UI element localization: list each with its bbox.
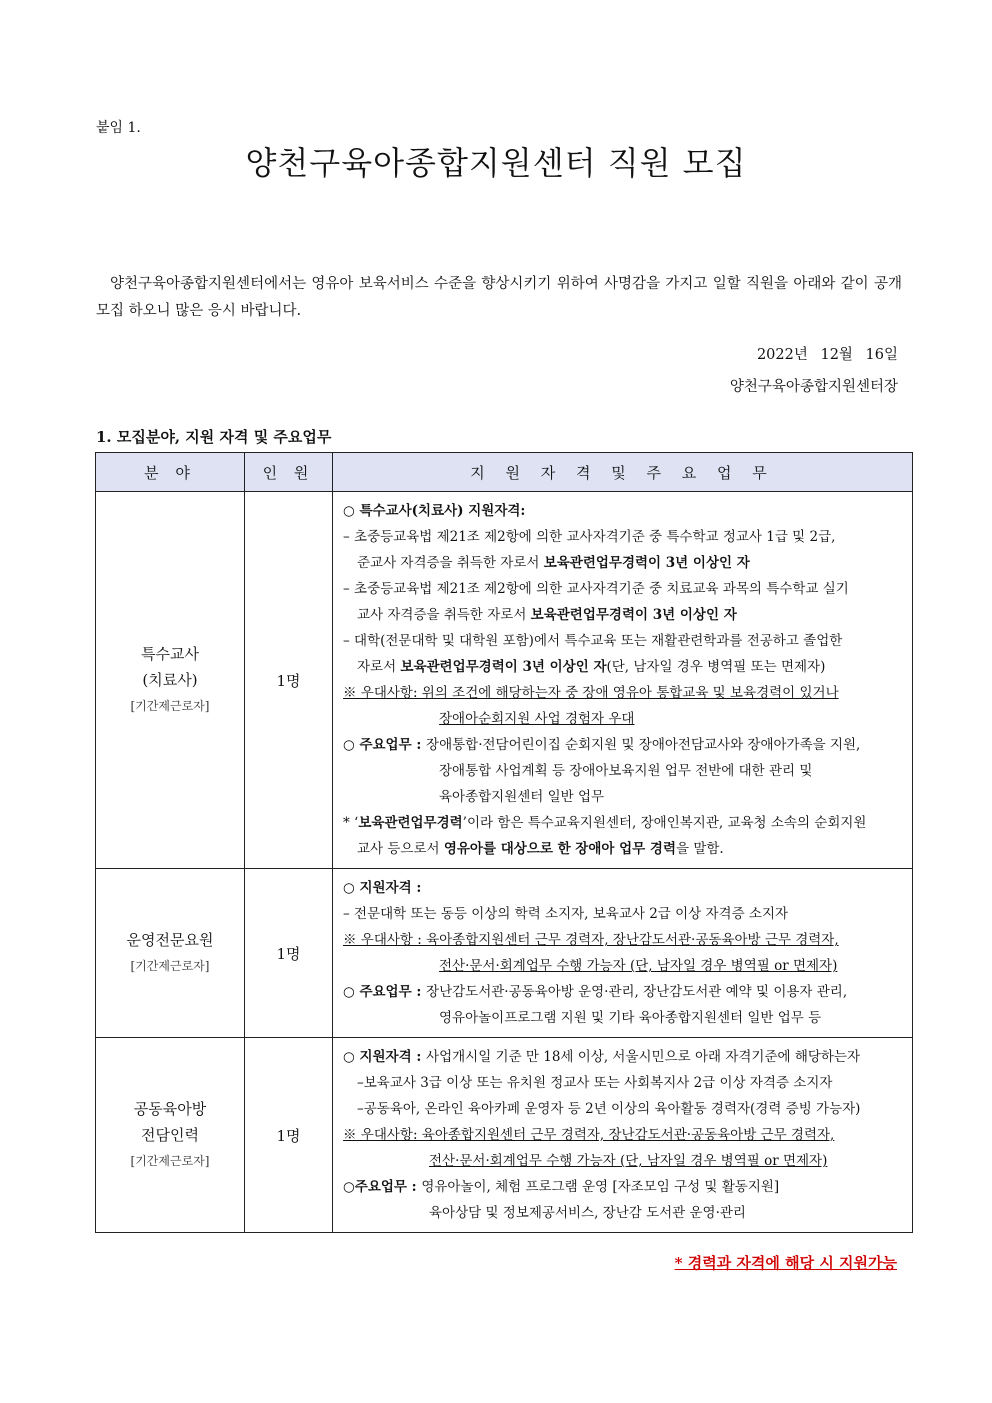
emphasis-text: 보육관련업무경력 [358,815,463,831]
qualification-cell [333,869,913,1038]
qualification-line: – 초중등교육법 제21조 제2항에 의한 교사자격기준 중 특수학교 정교사 1급 및 2급, [343,529,836,545]
text: 을 말함. [676,841,724,857]
duty-label: ○ 주요업무 : [343,984,427,1000]
duty-text: 장난감도서관·공동육아방 운영·관리, 장난감도서관 예약 및 이용자 관리, [426,984,848,1000]
preference-line: ※ 우대사항: 육아종합지원센터 근무 경력자, 장난감도서관·공동육아방 근무 경력자, [343,1127,835,1143]
qualification-cell [333,492,913,869]
field-name: 운영전문요원 [126,931,214,949]
note-line [343,810,906,836]
text: 사업개시일 기준 만 18세 이상, 서울시민으로 아래 자격기준에 해당하는자 [426,1049,861,1065]
intro-paragraph: 양천구육아종합지원센터에서는 영유아 보육서비스 수준을 향상시키기 위하여 사명감을 가지고 일할 직원을 아래와 같이 공개모집 하오니 많은 응시 바랍니다. [96,276,902,319]
text: (단, 남자일 경우 병역필 또는 면제자) [606,659,826,675]
duty-line: 육아종합지원센터 일반 업무 [439,789,605,805]
qualification-heading [343,1044,906,1070]
qualification-line: –보육교사 3급 이상 또는 유치원 정교사 또는 사회복지사 2급 이상 자격증 소지자 [357,1075,833,1091]
field-name-sub: (치료사) [142,671,198,689]
duty-line: 영유아놀이프로그램 지원 및 기타 육아종합지원센터 일반 업무 등 [439,1010,822,1026]
table-row [96,869,913,1038]
duty-label: ○주요업무 : [343,1179,422,1195]
qualification-line [343,654,906,680]
text: ’이라 함은 특수교육지원센터, 장애인복지관, 교육청 소속의 순회지원 [462,815,867,831]
qualification-heading: ○ 특수교사(치료사) 지원자격: [343,503,526,519]
headcount-cell: 1명 [245,1038,333,1233]
preference-line [343,1148,906,1174]
field-cell [96,492,245,869]
preference-text: 장애아순회지원 사업 경험자 우대 [439,711,635,727]
qualification-line: – 초중등교육법 제21조 제2항에 의한 교사자격기준 중 치료교육 과목의 특수학교 실기 [343,581,849,597]
preference-text: 전산·문서·회계업무 수행 가능자 (단, 남자일 경우 병역필 or 면제자) [439,958,838,974]
duty-label: ○ 주요업무 : [343,737,427,753]
attachment-label: 붙임 1. [96,120,141,136]
field-cell [96,869,245,1038]
qualification-line: –공동육아, 온라인 육아카페 운영자 등 2년 이상의 육아활동 경력자(경력 증빙 가능자) [357,1101,861,1117]
headcount-cell: 1명 [245,869,333,1038]
preference-line: ※ 우대사항 : 육아종합지원센터 근무 경력자, 장난감도서관·공동육아방 근무 경력자, [343,932,839,948]
header-count: 인 원 [245,453,333,492]
text: * ‘ [343,815,359,831]
table-header-row [96,453,913,492]
employment-type: [기간제근로자] [130,959,210,973]
field-cell [96,1038,245,1233]
qualification-line: – 전문대학 또는 동등 이상의 학력 소지자, 보육교사 2급 이상 자격증 소지자 [343,906,789,922]
page-title: 양천구육아종합지원센터 직원 모집 [245,144,747,182]
footer-note: * 경력과 자격에 해당 시 지원가능 [674,1254,897,1272]
employment-type: [기간제근로자] [130,699,210,713]
qualification-line [343,550,906,576]
issuer-name: 양천구육아종합지원센터장 [729,379,898,395]
emphasis-text: 보육관련업무경력이 3년 이상인 자 [530,607,737,623]
note-line [343,836,906,862]
qualification-cell [333,1038,913,1233]
header-qualification: 지 원 자 격 및 주 요 업 무 [333,453,913,492]
table-row [96,492,913,869]
field-name: 특수교사 [141,645,199,663]
recruitment-table [95,452,913,1233]
preference-line [343,953,906,979]
field-name: 공동육아방 [133,1100,207,1118]
qualification-heading: ○ 지원자격 : [343,880,422,896]
preference-text: 전산·문서·회계업무 수행 가능자 (단, 남자일 경우 병역필 or 면제자) [429,1153,828,1169]
emphasis-text: 보육관련업무경력이 3년 이상인 자 [543,555,750,571]
duty-line: 육아상담 및 정보제공서비스, 장난감 도서관 운영·관리 [429,1205,746,1221]
duty-line [343,732,906,758]
headcount-cell: 1명 [245,492,333,869]
duty-line: 장애통합 사업계획 등 장애아보육지원 업무 전반에 대한 관리 및 [439,763,813,779]
field-name-sub: 전담인력 [141,1126,199,1144]
employment-type: [기간제근로자] [130,1154,210,1168]
table-row [96,1038,913,1233]
duty-line [343,979,906,1005]
emphasis-text: 보육관련업무경력이 3년 이상인 자 [400,659,607,675]
preference-line: ※ 우대사항: 위의 조건에 해당하는자 중 장애 영유아 통합교육 및 보육경력이 있거나 [343,685,839,701]
text: 교사 등으로서 [357,841,444,857]
qualification-label: ○ 지원자격 : [343,1049,427,1065]
notice-date: 2022년 12월 16일 [756,347,898,363]
preference-line [343,706,906,732]
qualification-line [343,602,906,628]
text: 준교사 자격증을 취득한 자로서 [357,555,544,571]
duty-line [343,1174,906,1200]
duty-text: 장애통합·전담어린이집 순회지원 및 장애아전담교사와 장애아가족을 지원, [426,737,861,753]
header-field: 분 야 [96,453,245,492]
qualification-line: – 대학(전문대학 및 대학원 포함)에서 특수교육 또는 재활관련학과를 전공하고 졸업한 [343,633,843,649]
emphasis-text: 영유아를 대상으로 한 장애아 업무 경력 [443,841,676,857]
duty-text: 영유아놀이, 체험 프로그램 운영 [자조모임 구성 및 활동지원] [421,1179,780,1195]
text: 교사 자격증을 취득한 자로서 [357,607,531,623]
section-heading: 1. 모집분야, 지원 자격 및 주요업무 [96,428,332,446]
text: 자로서 [357,659,401,675]
